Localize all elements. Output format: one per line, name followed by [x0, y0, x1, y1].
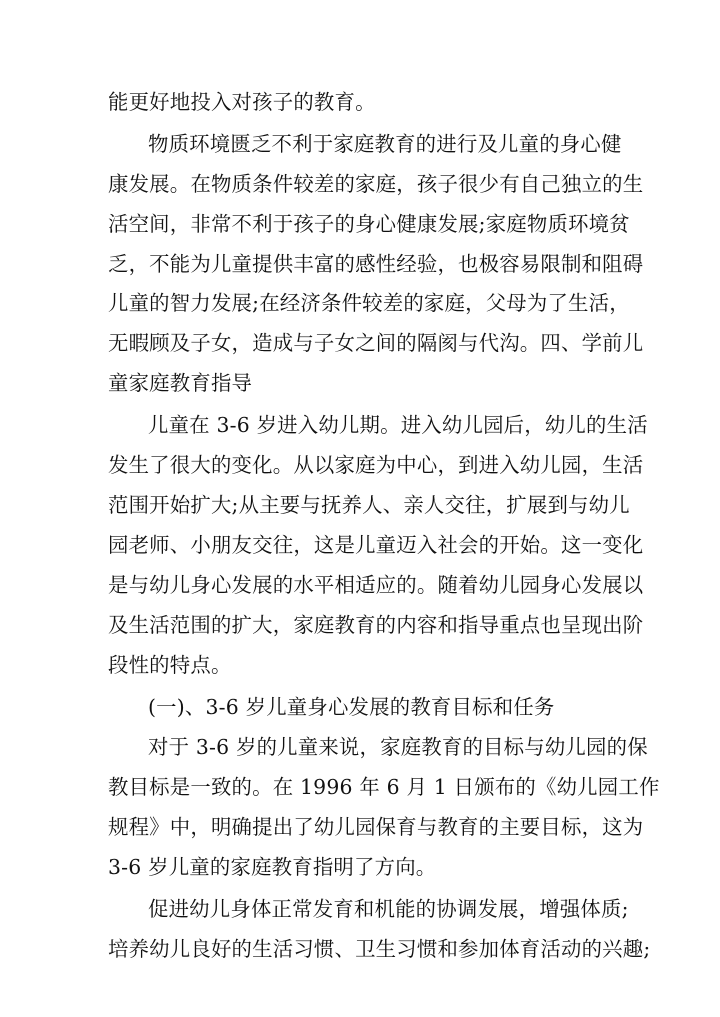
text-line: 规程》中，明确提出了幼儿园保育与教育的主要目标，这为: [108, 815, 644, 839]
text-line: 园老师、小朋友交往，这是儿童迈入社会的开始。这一变化: [108, 533, 644, 557]
paragraph-first-line: 促进幼儿身体正常发育和机能的协调发展，增强体质;: [148, 897, 629, 921]
text-line: 儿童的智力发展;在经济条件较差的家庭，父母为了生活，: [108, 291, 630, 315]
text-line: 段性的特点。: [108, 653, 232, 677]
text-line: 范围开始扩大;从主要与抚养人、亲人交往，扩展到与幼儿: [108, 493, 630, 517]
text-line: 无暇顾及子女，造成与子女之间的隔阂与代沟。四、学前儿: [108, 331, 644, 355]
text-line: 童家庭教育指导: [108, 371, 253, 395]
text-line: 乏，不能为儿童提供丰富的感性经验，也极容易限制和阻碍: [108, 252, 644, 276]
text-line: 活空间，非常不利于孩子的身心健康发展;家庭物质环境贫: [108, 212, 630, 236]
paragraph-first-line: 对于 3-6 岁的儿童来说，家庭教育的目标与幼儿园的保: [148, 735, 648, 759]
text-line: 培养幼儿良好的生活习惯、卫生习惯和参加体育活动的兴趣;: [108, 937, 651, 961]
section-heading: (一)、3-6 岁儿童身心发展的教育目标和任务: [148, 695, 555, 719]
text-line: 及生活范围的扩大，家庭教育的内容和指导重点也呈现出阶: [108, 613, 644, 637]
paragraph-first-line: 儿童在 3-6 岁进入幼儿期。进入幼儿园后，幼儿的生活: [148, 413, 648, 437]
text-line: 3-6 岁儿童的家庭教育指明了方向。: [108, 855, 437, 879]
text-line: 康发展。在物质条件较差的家庭，孩子很少有自己独立的生: [108, 172, 644, 196]
text-line: 发生了很大的变化。从以家庭为中心，到进入幼儿园，生活: [108, 453, 644, 477]
text-line: 教目标是一致的。在 1996 年 6 月 1 日颁布的《幼儿园工作: [108, 775, 660, 799]
text-line: 能更好地投入对孩子的教育。: [108, 90, 376, 114]
paragraph-first-line: 物质环境匮乏不利于家庭教育的进行及儿童的身心健: [148, 132, 622, 156]
text-line: 是与幼儿身心发展的水平相适应的。随着幼儿园身心发展以: [108, 573, 644, 597]
